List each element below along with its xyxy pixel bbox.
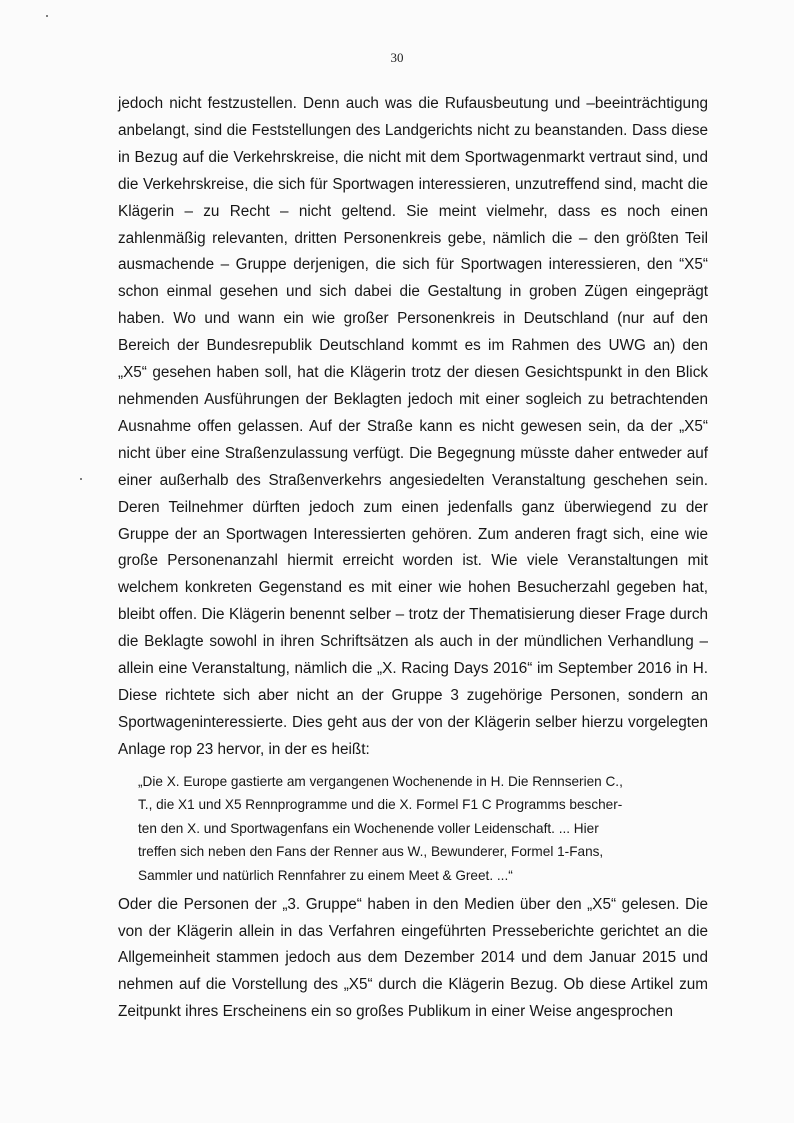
scan-speck	[46, 15, 48, 17]
quote-line-5: Sammler und natürlich Rennfahrer zu einem Meet & Greet. ...“	[138, 868, 513, 884]
quote-line-3: ten den X. und Sportwagenfans ein Wochenende voller Leidenschaft. ... Hier	[138, 820, 599, 836]
paragraph-1: jedoch nicht festzustellen. Denn auch was die Rufausbeutung und –beeinträchtigung anbelangt, sind die Feststellungen des Landgerichts nicht zu beanstanden. Dass diese in Bezug auf die Verkehrskreise, die nicht mit dem Sportwagenmarkt vertraut sind, und die Verkehrskreise, die sich für Sportwagen interessieren, unzutreffend sind, macht die Klägerin – zu Recht – nicht geltend. Sie meint vielmehr, dass es noch einen zahlenmäßig relevanten, dritten Personenkreis gebe, nämlich die – den größten Teil ausmachende – Gruppe derjenigen, die sich für Sportwagen interessieren, den “X5“ schon einmal gesehen und sich dabei die Gestaltung in groben Zügen eingeprägt haben. Wo und wann ein wie großer Personenkreis in Deutschland (nur auf den Bereich der Bundesrepublik Deutschland kommt es im Rahmen des UWG an) den „X5“ gesehen haben soll, hat die Klägerin trotz der diesen Gesichtspunkt in den Blick nehmenden Ausführungen der Beklagten jedoch mit einer sogleich zu betrachtenden Ausnahme offen gelassen. Auf der Straße kann es nicht gewesen sein, da der „X5“ nicht über eine Straßenzulassung verfügt. Die Begegnung müsste daher entweder auf einer außerhalb des Straßenverkehrs angesiedelten Veranstaltung geschehen sein. Deren Teilnehmer dürften jedoch zum einen jedenfalls ganz überwiegend zu der Gruppe der an Sportwagen Interessierten gehören. Zum anderen fragt sich, eine wie große Personenanzahl hiermit erreicht worden ist. Wie viele Veranstaltungen mit welchem konkreten Gegenstand es mit einer wie hohen Besucherzahl gegeben hat, bleibt offen. Die Klägerin benennt selber – trotz der Thematisierung dieser Frage durch die Beklagte sowohl in ihren Schriftsätzen als auch in der mündlichen Verhandlung – allein eine Veranstaltung, nämlich die „X. Racing Days 2016“ im September 2016 in H. Diese richtete sich aber nicht an der Gruppe 3 zugehörige Personen, sondern an Sportwageninteressierte. Dies geht aus der von der Klägerin selber hierzu vorgelegten Anlage rop 23 hervor, in der es heißt:	[118, 95, 708, 758]
paragraph-2: Oder die Personen der „3. Gruppe“ haben in den Medien über den „X5“ gelesen. Die von der Klägerin allein in das Verfahren eingeführten Presseberichte gerichtet an die Allgemeinheit stammen jedoch aus dem Dezember 2014 und dem Januar 2015 und nehmen auf die Vorstellung des „X5“ durch die Klägerin Bezug. Ob diese Artikel zum Zeitpunkt ihres Erscheinens ein so großes Publikum in einer Weise angesprochen	[118, 895, 708, 1021]
page-number: 30	[390, 50, 404, 65]
quote-line-1: „Die X. Europe gastierte am vergangenen Wochenende in H. Die Rennserien C.,	[138, 773, 623, 789]
quote-line-2: T., die X1 und X5 Rennprogramme und die X. Formel F1 C Programms bescher-	[138, 797, 623, 813]
block-quote	[138, 770, 658, 888]
document-body	[118, 91, 708, 1026]
scan-speck	[80, 478, 82, 480]
quote-line-4: treffen sich neben den Fans der Renner aus W., Bewunderer, Formel 1-Fans,	[138, 844, 604, 860]
